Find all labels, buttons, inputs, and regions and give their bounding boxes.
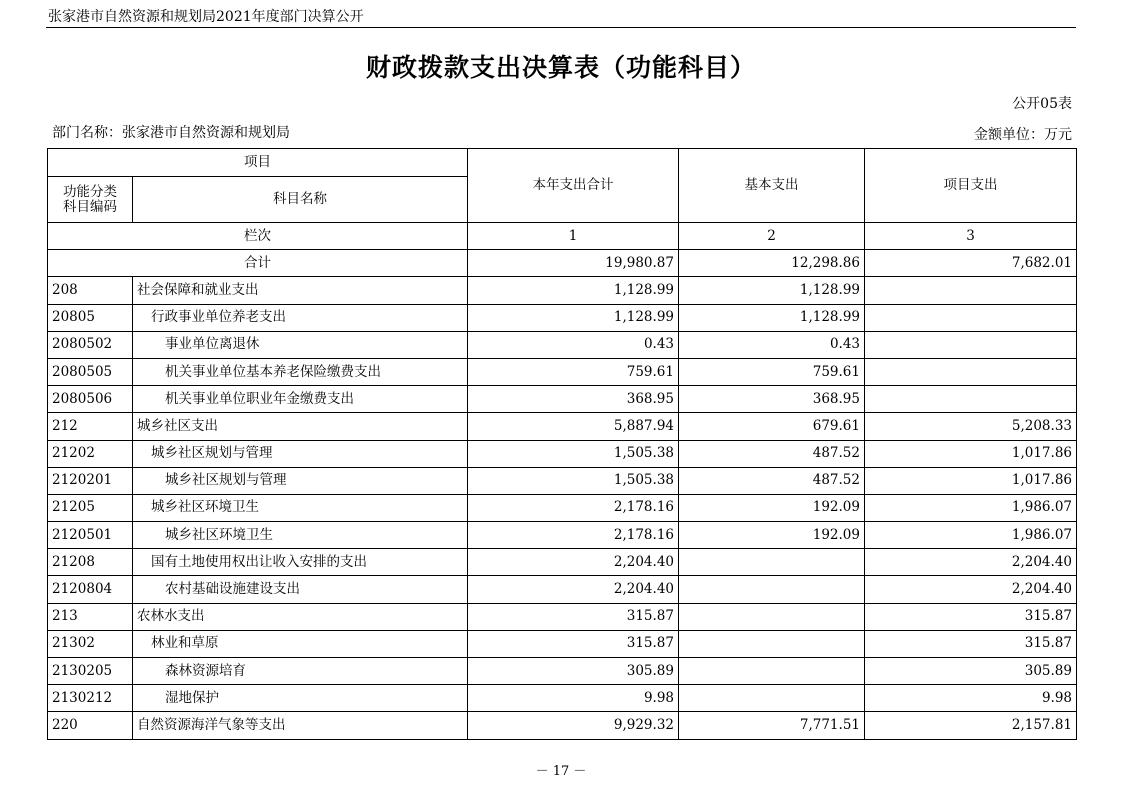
row-code: 220 (48, 712, 133, 739)
table-row (48, 658, 1077, 685)
row-basic: 487.52 (679, 467, 865, 494)
row-code: 2080506 (48, 386, 133, 413)
row-basic (679, 685, 865, 712)
table-row (48, 712, 1077, 739)
row-code: 21205 (48, 494, 133, 521)
row-project (865, 304, 1077, 331)
form-code: 公开05表 (1012, 96, 1072, 112)
row-name: 农林水支出 (133, 603, 468, 630)
header-divider (46, 27, 1076, 28)
row-basic: 679.61 (679, 413, 865, 440)
row-basic: 1,128.99 (679, 304, 865, 331)
row-project: 305.89 (865, 658, 1077, 685)
row-project: 2,157.81 (865, 712, 1077, 739)
page-number: － 17 － (535, 764, 587, 779)
row-total: 9.98 (468, 685, 679, 712)
row-name: 机关事业单位基本养老保险缴费支出 (133, 358, 468, 385)
row-code: 2080505 (48, 358, 133, 385)
row-name: 农村基础设施建设支出 (133, 576, 468, 603)
row-name: 事业单位离退休 (133, 331, 468, 358)
col-header-code-text: 功能分类 科目编码 (63, 183, 117, 215)
sum-row (48, 250, 1077, 277)
running-header: 张家港市自然资源和规划局2021年度部门决算公开 (48, 9, 364, 25)
col-header-name: 科目名称 (133, 177, 468, 223)
table-row (48, 603, 1077, 630)
row-project: 1,986.07 (865, 494, 1077, 521)
sum-basic: 12,298.86 (679, 250, 865, 277)
index-col-2: 2 (679, 223, 865, 250)
row-code: 2130212 (48, 685, 133, 712)
table-row (48, 494, 1077, 521)
row-basic: 0.43 (679, 331, 865, 358)
sum-project: 7,682.01 (865, 250, 1077, 277)
row-code: 2120201 (48, 467, 133, 494)
row-total: 315.87 (468, 603, 679, 630)
row-code: 21302 (48, 630, 133, 657)
row-project: 2,204.40 (865, 549, 1077, 576)
row-total: 1,505.38 (468, 467, 679, 494)
row-project: 1,017.86 (865, 467, 1077, 494)
col-header-basic: 基本支出 (679, 149, 865, 223)
row-name: 城乡社区环境卫生 (133, 522, 468, 549)
sum-row-label: 合计 (48, 250, 468, 277)
sum-total: 19,980.87 (468, 250, 679, 277)
col-header-total: 本年支出合计 (468, 149, 679, 223)
col-header-project: 项目支出 (865, 149, 1077, 223)
table-row (48, 522, 1077, 549)
table-row (48, 277, 1077, 304)
row-total: 2,178.16 (468, 522, 679, 549)
table-row (48, 386, 1077, 413)
col-group-header: 项目 (48, 149, 468, 177)
row-project: 1,017.86 (865, 440, 1077, 467)
row-total: 368.95 (468, 386, 679, 413)
amount-unit: 金额单位：万元 (974, 127, 1072, 143)
row-basic (679, 603, 865, 630)
row-total: 0.43 (468, 331, 679, 358)
table-row (48, 549, 1077, 576)
row-total: 2,178.16 (468, 494, 679, 521)
row-total: 2,204.40 (468, 549, 679, 576)
table-row (48, 467, 1077, 494)
row-basic: 759.61 (679, 358, 865, 385)
row-code: 20805 (48, 304, 133, 331)
header-row-1 (48, 149, 1077, 177)
row-total: 1,128.99 (468, 304, 679, 331)
row-code: 2120501 (48, 522, 133, 549)
row-project: 315.87 (865, 603, 1077, 630)
row-basic: 368.95 (679, 386, 865, 413)
table-row (48, 413, 1077, 440)
row-code: 21202 (48, 440, 133, 467)
row-project: 5,208.33 (865, 413, 1077, 440)
row-name: 城乡社区环境卫生 (133, 494, 468, 521)
expenditure-table (47, 148, 1077, 740)
row-total: 2,204.40 (468, 576, 679, 603)
row-code: 213 (48, 603, 133, 630)
row-total: 1,128.99 (468, 277, 679, 304)
row-total: 305.89 (468, 658, 679, 685)
row-code: 208 (48, 277, 133, 304)
col-header-code (48, 177, 133, 223)
row-name: 国有土地使用权出让收入安排的支出 (133, 549, 468, 576)
row-name: 行政事业单位养老支出 (133, 304, 468, 331)
row-name: 林业和草原 (133, 630, 468, 657)
index-col-1: 1 (468, 223, 679, 250)
row-code: 2120804 (48, 576, 133, 603)
row-basic (679, 549, 865, 576)
row-basic: 7,771.51 (679, 712, 865, 739)
row-code: 212 (48, 413, 133, 440)
department-name: 部门名称：张家港市自然资源和规划局 (52, 125, 290, 141)
row-project (865, 331, 1077, 358)
row-project: 9.98 (865, 685, 1077, 712)
row-total: 9,929.32 (468, 712, 679, 739)
table-row (48, 331, 1077, 358)
row-total: 5,887.94 (468, 413, 679, 440)
row-basic: 1,128.99 (679, 277, 865, 304)
row-code: 2130205 (48, 658, 133, 685)
row-total: 1,505.38 (468, 440, 679, 467)
row-project: 315.87 (865, 630, 1077, 657)
row-project (865, 277, 1077, 304)
row-name: 社会保障和就业支出 (133, 277, 468, 304)
row-basic (679, 576, 865, 603)
table-row (48, 358, 1077, 385)
table-row (48, 685, 1077, 712)
row-basic: 487.52 (679, 440, 865, 467)
row-basic (679, 630, 865, 657)
row-name: 机关事业单位职业年金缴费支出 (133, 386, 468, 413)
row-name: 森林资源培育 (133, 658, 468, 685)
row-code: 21208 (48, 549, 133, 576)
row-basic (679, 658, 865, 685)
row-basic: 192.09 (679, 522, 865, 549)
table-row (48, 304, 1077, 331)
row-total: 315.87 (468, 630, 679, 657)
table-row (48, 440, 1077, 467)
row-project (865, 386, 1077, 413)
row-name: 城乡社区支出 (133, 413, 468, 440)
row-basic: 192.09 (679, 494, 865, 521)
row-name: 自然资源海洋气象等支出 (133, 712, 468, 739)
row-total: 759.61 (468, 358, 679, 385)
index-col-3: 3 (865, 223, 1077, 250)
row-project: 1,986.07 (865, 522, 1077, 549)
table-row (48, 630, 1077, 657)
row-code: 2080502 (48, 331, 133, 358)
row-name: 城乡社区规划与管理 (133, 440, 468, 467)
row-name: 城乡社区规划与管理 (133, 467, 468, 494)
page-title: 财政拨款支出决算表（功能科目） (365, 53, 756, 82)
row-project (865, 358, 1077, 385)
index-row (48, 223, 1077, 250)
row-name: 湿地保护 (133, 685, 468, 712)
row-project: 2,204.40 (865, 576, 1077, 603)
table-row (48, 576, 1077, 603)
index-row-label: 栏次 (48, 223, 468, 250)
